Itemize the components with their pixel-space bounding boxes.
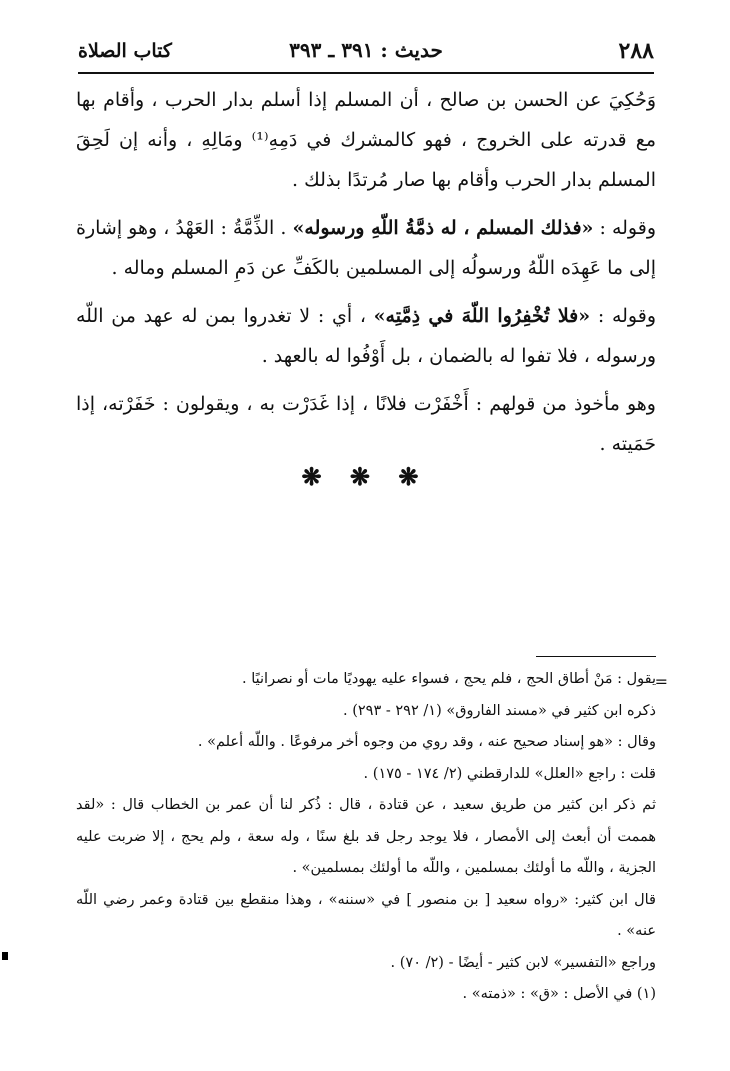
paragraph-3-prefix: وقوله : <box>590 305 656 327</box>
footnote-line: يقول : مَنْ أطاق الحج ، فلم يحج ، فسواء عليه يهوديًا مات أو نصرانيًا . <box>242 671 656 687</box>
footnote-line: وراجع «التفسير» لابن كثير - أيضًا - (٢/ ٧٠) . <box>390 954 656 971</box>
footnote-continuation-mark: = <box>654 672 668 691</box>
footnote-line: وقال : «هو إسناد صحيح عنه ، وقد روي من وجوه أخر مرفوعًا . واللّه أعلم» . <box>197 734 656 750</box>
footnote-line: قال ابن كثير: «رواه سعيد [ بن منصور ] في «سننه» ، وهذا منقطع بين قتادة وعمر رضي اللّه عنه» . <box>76 891 656 939</box>
footnote-rule <box>536 656 656 657</box>
section-separator: ❋ ❋ ❋ <box>301 462 429 491</box>
footnote-1: (١) في الأصل : «ق» : «ذمته» . <box>462 986 656 1002</box>
footnotes <box>76 664 656 1011</box>
paragraph-3-rest: ، أي : لا تغدروا بمن له عهد من اللّه ورسوله ، فلا تفوا له بالضمان ، بل أَوْفُوا له بالعهد . <box>76 305 656 367</box>
paragraph-2 <box>76 208 656 288</box>
hadith-quote-2: «فلا تُخْفِرُوا اللّهَ في ذِمَّتِه» <box>373 305 591 327</box>
scan-edge-mark <box>2 952 8 960</box>
hadith-quote-1: «فذلك المسلم ، له ذمَّةُ اللّهِ ورسوله» <box>292 217 594 239</box>
book-title: كتاب الصلاة <box>78 40 172 62</box>
paragraph-2-rest: . الذِّمَّةُ : العَهْدُ ، وهو إشارة إلى ما عَهِدَه اللّهُ ورسولُه إلى المسلمين بالكَفِّ عن دَمِ المسلم وماله . <box>76 217 656 279</box>
paragraph-3 <box>76 296 656 376</box>
paragraph-4: وهو مأخوذ من قولهم : أَخْفَرْت فلانًا ، إذا غَدَرْت به ، ويقولون : خَفَرْته، إذا حَمَيته . <box>76 393 656 455</box>
page-number: ٢٨٨ <box>618 38 654 64</box>
paragraph-2-prefix: وقوله : <box>593 217 656 239</box>
main-text <box>76 80 656 472</box>
running-header <box>78 38 654 68</box>
hadith-range: حديث : ٣٩١ ـ ٣٩٣ <box>289 38 443 62</box>
paragraph-1: وَحُكِيَ عن الحسن بن صالح ، أن المسلم إذا أسلم بدار الحرب ، وأقام بها مع قدرته على الخروج ، فهو كالمشرك في دَمِهِ⁽¹⁾ ومَالِهِ ، وأنه إن لَحِقَ المسلم بدار الحرب وأقام بها صار مُرتدًا بذلك . <box>76 89 656 191</box>
footnote-line: قلت : راجع «العلل» للدارقطني (٢/ ١٧٤ - ١٧٥) . <box>363 765 656 782</box>
header-rule <box>78 72 654 74</box>
footnote-line: ذكره ابن كثير في «مسند الفاروق» (١/ ٢٩٢ - ٢٩٣) . <box>343 702 656 719</box>
footnote-line: ثم ذكر ابن كثير من طريق سعيد ، عن قتادة ، قال : ذُكر لنا أن عمر بن الخطاب قال : «لقد هممت أن أبعث إلى الأمصار ، فلا يوجد رجل قد بلغ سنًا ، وله سعة ، ولم يحج ، إلا ضربت عليه الجزية ، واللّه ما أولئك بمسلمين ، واللّه ما أولئك بمسلمين» . <box>76 797 656 876</box>
